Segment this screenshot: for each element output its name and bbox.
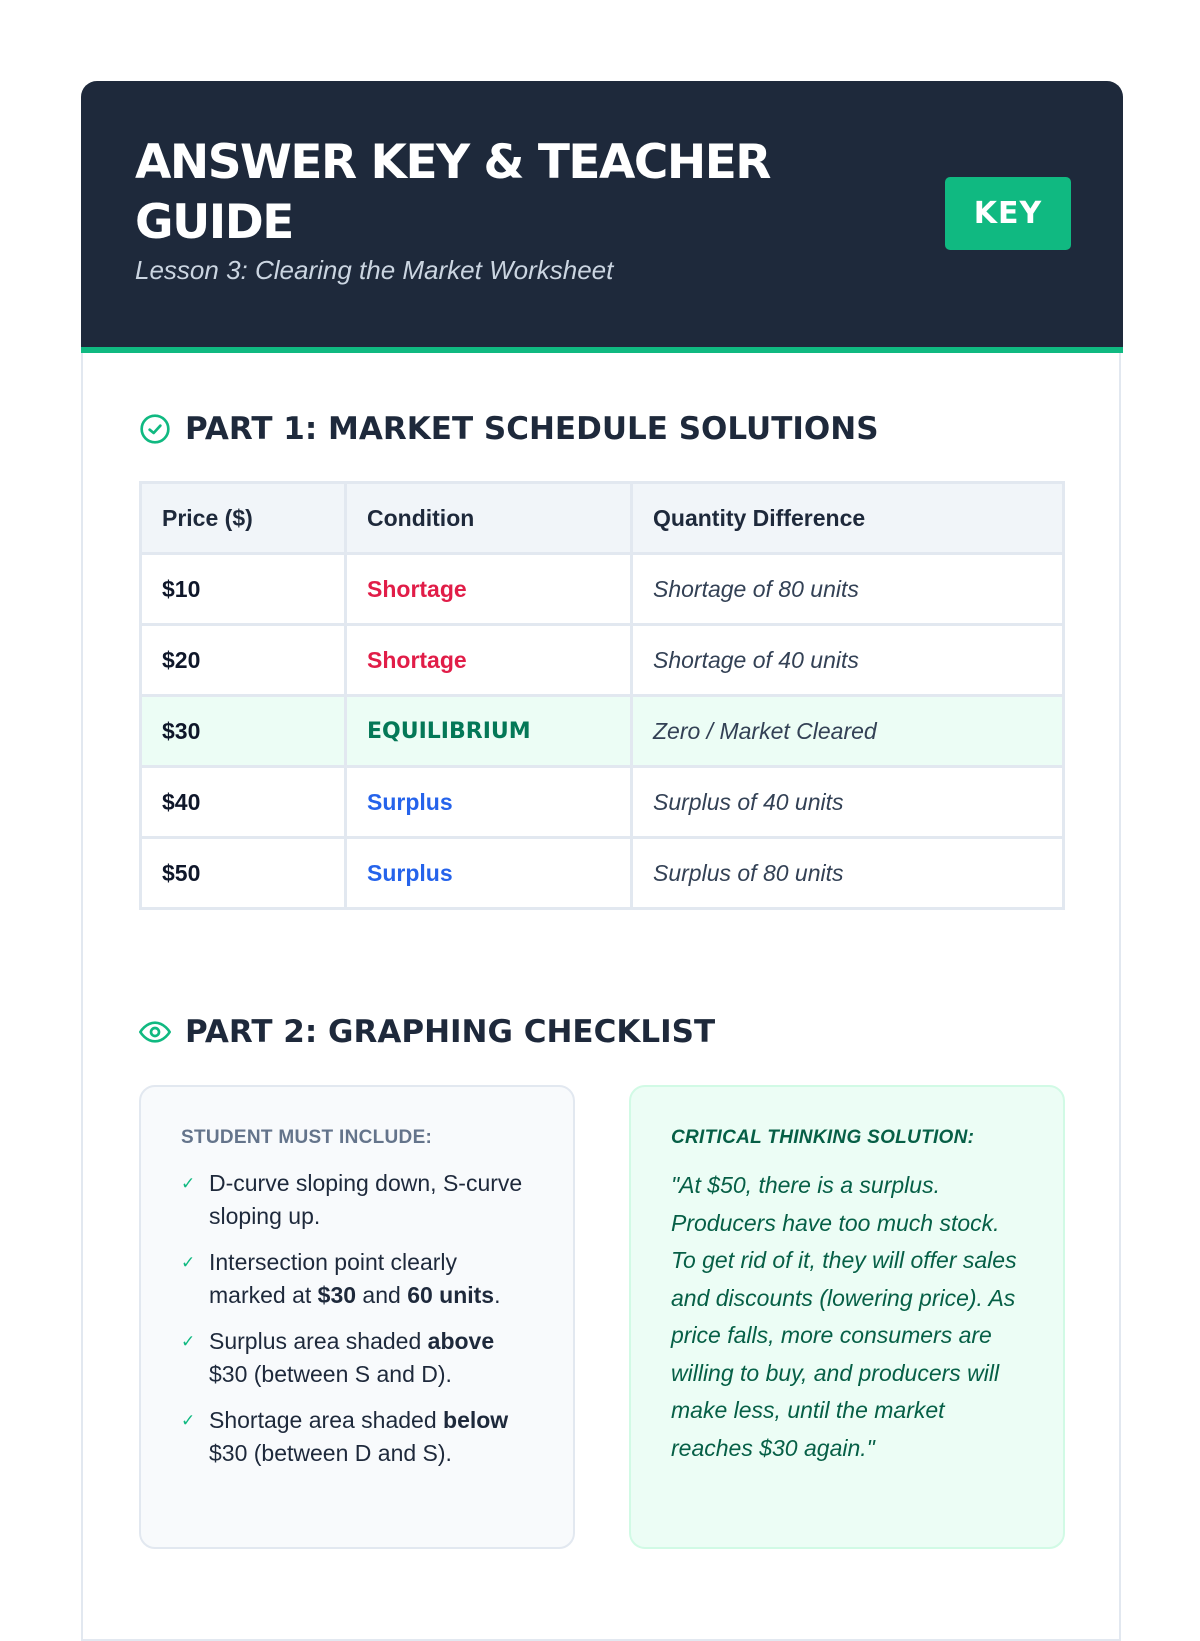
list-item [181, 1246, 533, 1312]
checklist-item-bold: above [427, 1328, 495, 1354]
price-cell: $20 [141, 625, 346, 696]
table-row [141, 767, 1064, 838]
part1-heading [139, 411, 879, 447]
checklist-item-bold: $30 [317, 1282, 357, 1308]
table-row-equilibrium [141, 696, 1064, 767]
condition-cell: Shortage [346, 625, 632, 696]
condition-cell: Surplus [346, 838, 632, 909]
header [81, 81, 1123, 353]
table-row [141, 554, 1064, 625]
price-cell: $40 [141, 767, 346, 838]
solution-label: CRITICAL THINKING SOLUTION: [671, 1127, 975, 1148]
solution-text: "At $50, there is a surplus. Producers have too much stock. To get rid of it, they will offer sales and discounts (lowering price). As price falls, more consumers are willing to buy, and producers will make less, until the market reaches $30 again." [671, 1172, 1017, 1461]
checklist-label: STUDENT MUST INCLUDE: [181, 1127, 433, 1148]
price-cell: $30 [141, 696, 346, 767]
table-header-row [141, 483, 1064, 554]
checklist-item-text: $30 (between S and D). [209, 1361, 452, 1387]
difference-cell: Surplus of 40 units [632, 767, 1064, 838]
difference-cell: Zero / Market Cleared [632, 696, 1064, 767]
key-badge: KEY [945, 177, 1071, 250]
checklist-item-text: Intersection point clearly marked at [209, 1249, 458, 1308]
checklist-item-text: Surplus area shaded [209, 1328, 428, 1354]
difference-cell: Shortage of 80 units [632, 554, 1064, 625]
answer-key-card [81, 81, 1121, 1641]
checklist-item-text: Shortage area shaded [209, 1407, 444, 1433]
solution-box [629, 1085, 1065, 1549]
price-cell: $50 [141, 838, 346, 909]
difference-cell: Surplus of 80 units [632, 838, 1064, 909]
checklist-item-bold: below [443, 1407, 509, 1433]
checklist-item-bold: 60 units [407, 1282, 495, 1308]
checkmark-icon: ✓ [181, 1253, 196, 1272]
part2-title: PART 2: GRAPHING CHECKLIST [185, 1014, 716, 1050]
condition-cell: Shortage [346, 554, 632, 625]
column-header-condition: Condition [346, 483, 632, 554]
list-item [181, 1325, 533, 1391]
checklist [181, 1167, 533, 1470]
difference-cell: Shortage of 40 units [632, 625, 1064, 696]
list-item [181, 1167, 533, 1233]
price-cell: $10 [141, 554, 346, 625]
condition-cell: Surplus [346, 767, 632, 838]
condition-cell: EQUILIBRIUM [346, 696, 632, 767]
part1-title: PART 1: MARKET SCHEDULE SOLUTIONS [185, 411, 879, 447]
market-schedule-table [139, 481, 1065, 910]
part2-heading [139, 1014, 715, 1050]
check-circle-icon [139, 413, 171, 445]
checklist-box [139, 1085, 575, 1549]
eye-icon [139, 1016, 171, 1048]
table-row [141, 838, 1064, 909]
checkmark-icon: ✓ [181, 1174, 196, 1193]
page-subtitle: Lesson 3: Clearing the Market Worksheet [135, 255, 614, 285]
checkmark-icon: ✓ [181, 1411, 196, 1430]
checklist-item-text: . [494, 1282, 501, 1308]
checklist-item-text: $30 (between D and S). [209, 1440, 452, 1466]
list-item [181, 1404, 533, 1470]
checklist-item-text: and [356, 1282, 408, 1308]
column-header-price: Price ($) [141, 483, 346, 554]
table-row [141, 625, 1064, 696]
checklist-item-text: D-curve sloping down, S-curve sloping up. [209, 1170, 523, 1229]
checkmark-icon: ✓ [181, 1332, 196, 1351]
page-title: ANSWER KEY & TEACHER GUIDE [135, 135, 770, 250]
column-header-difference: Quantity Difference [632, 483, 1064, 554]
